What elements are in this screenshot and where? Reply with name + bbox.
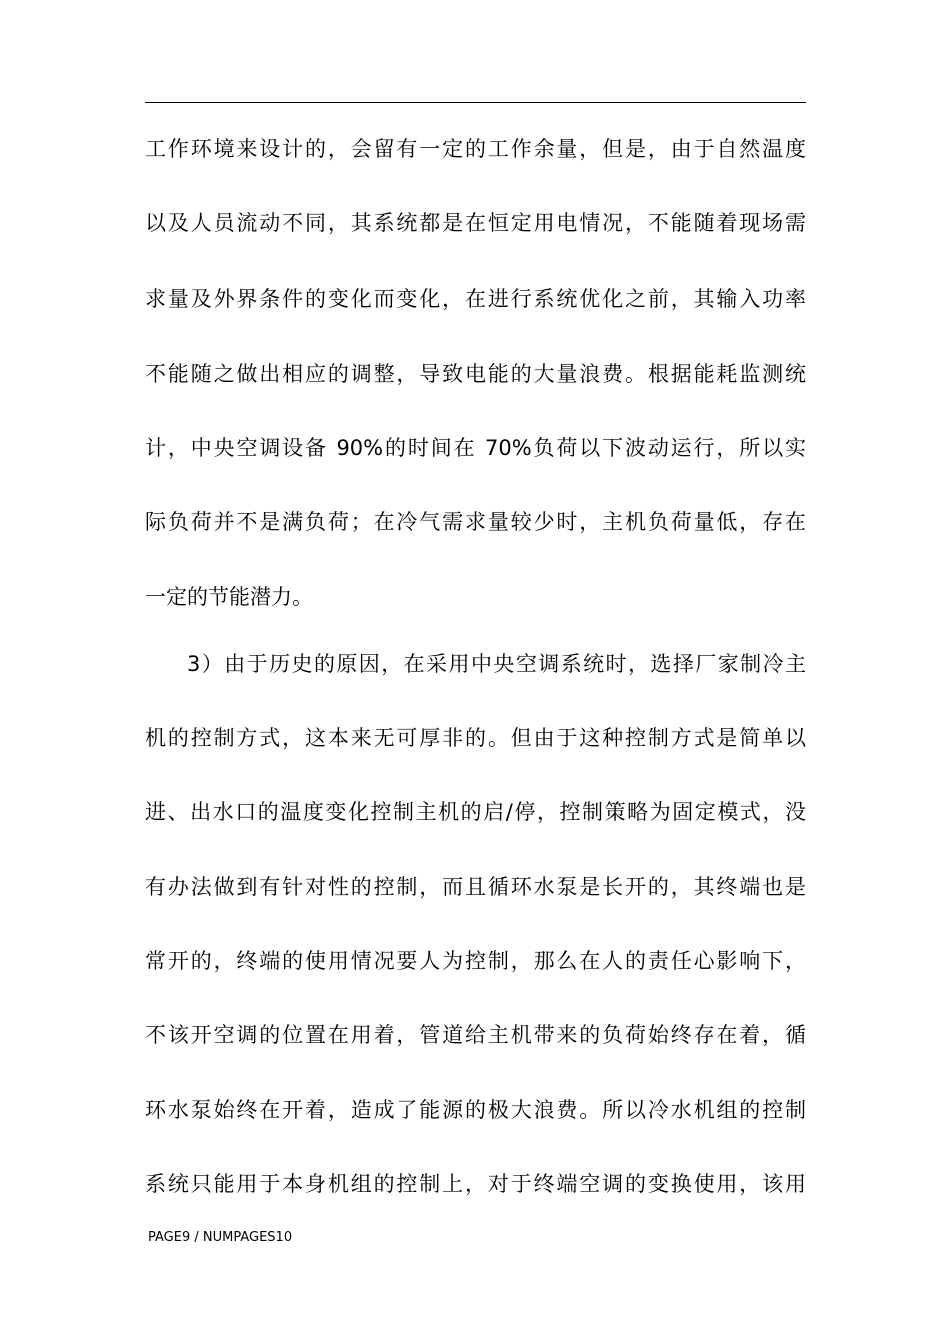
text-line: 系统只能用于本身机组的控制上，对于终端空调的变换使用，该用 [145,1172,806,1196]
header-rule [145,102,806,103]
text-line: 有办法做到有针对性的控制，而且循环水泵是长开的，其终端也是 [145,875,806,899]
page-footer: PAGE9 / NUMPAGES10 [148,1230,293,1245]
text-line: 不能随之做出相应的调整，导致电能的大量浪费。根据能耗监测统 [145,362,806,386]
text-line: 计，中央空调设备 90%的时间在 70%负荷以下波动运行，所以实 [145,436,806,460]
text-line: 求量及外界条件的变化而变化，在进行系统优化之前，其输入功率 [145,287,806,311]
text-line: 进、出水口的温度变化控制主机的启/停，控制策略为固定模式，没 [145,800,806,824]
text-line: 一定的节能潜力。 [145,585,313,609]
text-line: 常开的，终端的使用情况要人为控制，那么在人的责任心影响下， [145,949,806,973]
text-line: 以及人员流动不同，其系统都是在恒定用电情况，不能随着现场需 [145,211,806,235]
text-line: 环水泵始终在开着，造成了能源的极大浪费。所以冷水机组的控制 [145,1098,806,1122]
text-line: 工作环境来设计的，会留有一定的工作余量，但是，由于自然温度 [145,137,806,161]
text-line: 不该开空调的位置在用着，管道给主机带来的负荷始终存在着，循 [145,1023,806,1047]
text-line: 际负荷并不是满负荷；在冷气需求量较少时，主机负荷量低，存在 [145,510,806,534]
text-line: 机的控制方式，这本来无可厚非的。但由于这种控制方式是简单以 [145,726,806,750]
text-line: 3）由于历史的原因，在采用中央空调系统时，选择厂家制冷主 [187,652,806,676]
